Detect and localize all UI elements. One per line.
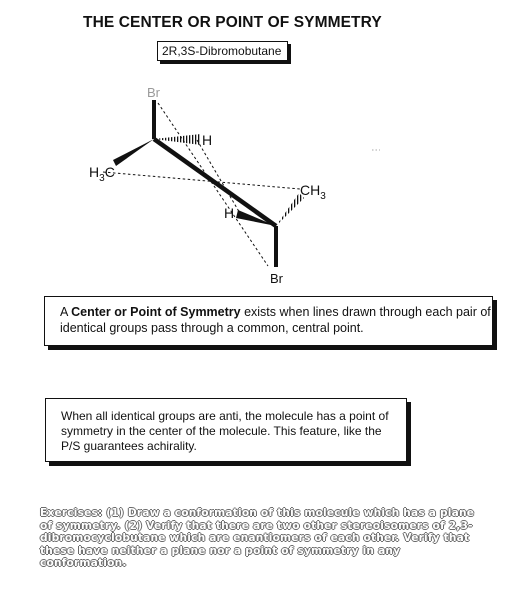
anti-note-text: When all identical groups are anti, the molecule has a point of symmetry in the center of the molecule. This feature, like the P/S guarantees achirality. <box>61 409 389 453</box>
symmetry-line-h <box>197 140 241 215</box>
symmetry-line-br <box>158 103 268 266</box>
definition-pre: A <box>60 305 72 319</box>
ch3-right-ch: CH <box>300 182 321 198</box>
ch3-right-sub: 3 <box>320 191 326 202</box>
ch3-left-sub: 3 <box>99 173 105 184</box>
exercises-text: Exercises: (1) Draw a conformation of this molecule which has a plane of symmetry. (2) Verify that there are two other stereoisomers of 2,3-dibromocyclobutane which are enantiomers of each other. Verify that these have neither a plane nor a point of symmetry in any conformation. <box>40 507 475 569</box>
anti-note-box <box>45 398 407 462</box>
compound-label: 2R,3S-Dibromobutane <box>157 41 288 61</box>
definition-box <box>44 296 493 346</box>
atom-ch3-left <box>89 164 115 184</box>
definition-term: Center or Point of Symmetry <box>71 305 241 319</box>
atom-br-top: Br <box>147 85 160 100</box>
ch3-left-c: C <box>104 164 115 180</box>
cc-bond <box>154 139 276 226</box>
page-title: THE CENTER OR POINT OF SYMMETRY <box>83 14 382 31</box>
ch3-left-h: H <box>89 164 100 180</box>
atom-ch3-right <box>300 182 326 202</box>
molecule-diagram <box>0 0 521 300</box>
atom-h-top: H <box>202 132 213 148</box>
atom-br-bottom: Br <box>270 271 283 286</box>
wedge-bond-c1-ch3 <box>113 139 154 166</box>
definition-text: exists when lines drawn through each pair of identical groups pass through a common, central point. <box>60 305 491 335</box>
atom-h-bottom: H <box>224 205 235 221</box>
